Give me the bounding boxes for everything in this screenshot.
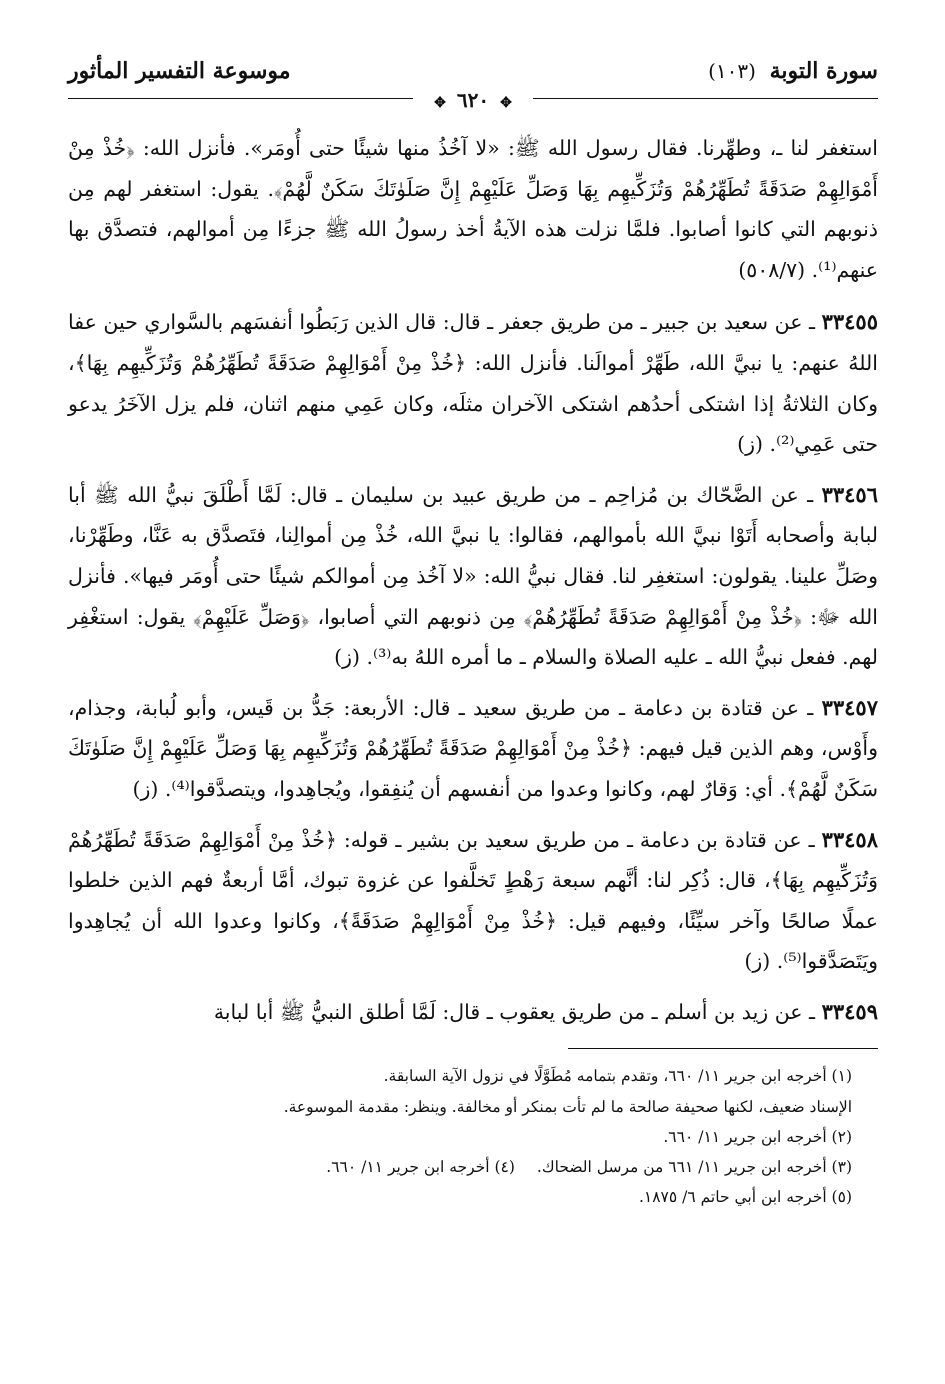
paragraph-text: ـ عن زيد بن أسلم ـ من طريق يعقوب ـ قال: لَمَّا أطلق النبيُّ ﷺ أبا لبابة	[213, 999, 816, 1024]
paragraph-text: ـ عن قتادة بن دعامة ـ من طريق سعيد ـ قال: الأربعة: جَدُّ بن قَيس، وأبو لُبابة، وجذام، وأَوْس، وهم الذين قيل فيهم: ﴿خُذْ مِنْ أَمْوَالِهِمْ صَدَقَةً تُطَهِّرُهُمْ وَتُزَكِّيهِم بِهَا وَصَلِّ عَلَيْهِمْ إِنَّ صَلَوٰتَكَ سَكَنٌ لَّهُمْ﴾. أي: وَقارٌ لهم، وكانوا وعدوا من أنفسهم أن يُنفِقوا، ويُجاهِدوا، ويتصدَّقوا⁽⁴⁾. (ز)	[68, 695, 878, 801]
book-page	[68, 52, 878, 1352]
main-text	[68, 128, 878, 1032]
footnotes	[68, 1061, 878, 1212]
page-number-block	[68, 88, 878, 115]
narration-number: ٣٣٤٥٧	[821, 694, 878, 720]
paragraph	[68, 475, 878, 678]
paragraph-text: ـ عن قتادة بن دعامة ـ من طريق سعيد بن بشير ـ قوله: ﴿خُذْ مِنْ أَمْوَالِهِمْ صَدَقَةً تُطَهِّرُهُمْ وَتُزَكِّيهِم بِهَا﴾، قال: ذُكِر لنا: أنَّهم سبعة رَهْطٍ تَخلَّفوا عن غزوة تبوك، أمَّا أربعةٌ فهم الذين خلطوا عملًا صالحًا وآخر سيِّئًا، وفيهم قيل: ﴿خُذْ مِنْ أَمْوَالِهِمْ صَدَقَةً﴾، وكانوا وعدوا الله أن يُجاهِدوا ويَتَصَدَّقوا⁽⁵⁾. (ز)	[68, 827, 878, 974]
encyclopedia-title: موسوعة التفسير المأثور	[68, 58, 291, 84]
narration-number: ٣٣٤٥٦	[821, 481, 878, 507]
paragraph	[68, 992, 878, 1033]
page-header	[68, 52, 878, 112]
footnote-line	[68, 1152, 852, 1182]
surah-name: سورة التوبة	[769, 58, 878, 84]
narration-number: ٣٣٤٥٩	[821, 998, 878, 1024]
paragraph	[68, 302, 878, 464]
surah-title	[708, 58, 878, 84]
footnote: (٥) أخرجه ابن أبي حاتم ٦/ ١٨٧٥.	[638, 1188, 852, 1207]
ornament-icon: ✥	[500, 95, 512, 111]
footnote: (٤) أخرجه ابن جرير ١١/ ٦٦٠.	[326, 1158, 515, 1177]
ornament-icon: ✥	[434, 95, 446, 111]
verse-reference: (١٠٣)	[708, 59, 756, 83]
paragraph	[68, 128, 878, 290]
footnote-separator	[568, 1048, 878, 1049]
paragraph	[68, 688, 878, 810]
footnote: (٢) أخرجه ابن جرير ١١/ ٦٦٠.	[663, 1127, 852, 1146]
footnote: الإسناد ضعيف، لكنها صحيفة صالحة ما لم تأت بمنكر أو مخالفة. وينظر: مقدمة الموسوعة.	[283, 1097, 852, 1116]
footnote: (٣) أخرجه ابن جرير ١١/ ٦٦١ من مرسل الضحاك.	[536, 1158, 852, 1177]
footnote: (١) أخرجه ابن جرير ١١/ ٦٦٠، وتقدم بتمامه مُطَوَّلًا في نزول الآية السابقة.	[383, 1067, 852, 1086]
page-number: ٦٢٠	[456, 88, 490, 112]
paragraph	[68, 820, 878, 982]
paragraph-text: ـ عن سعيد بن جبير ـ من طريق جعفر ـ قال: قال الذين رَبَطُوا أنفسَهم بالسَّواري حين عفا اللهُ عنهم: يا نبيَّ الله، طَهِّرْ أموالَنا. فأنزل الله: ﴿خُذْ مِنْ أَمْوَالِهِمْ صَدَقَةً تُطَهِّرُهُمْ وَتُزَكِّيهِم بِهَا﴾، وكان الثلاثةُ إذا اشتكى أحدُهم اشتكى الآخران مثلَه، وكان عَمِي منهم اثنان، فلم يزل الآخَرُ يدعو حتى عَمِي⁽²⁾. (ز)	[68, 310, 878, 457]
paragraph-text: ـ عن الضَّحّاك بن مُزاحِم ـ من طريق عبيد بن سليمان ـ قال: لَمَّا أَطْلَقَ نبيُّ الله ﷺ أبا لبابة وأصحابه أَتَوْا نبيَّ الله بأموالهم، فقالوا: يا نبيَّ الله، خُذْ مِن أموالِنا، فتَصدَّق به عَنَّا، وطَهِّرْنا، وصَلِّ علينا. يقولون: استغفِر لنا. فقال نبيُّ الله: «لا آخُذ مِن أموالكم شيئًا حتى أُومَر فيها». فأنزل الله ﷻ: ﴿خُذْ مِنْ أَمْوَالِهِمْ صَدَقَةً تُطَهِّرُهُمْ﴾ مِن ذنوبهم التي أصابوا، ﴿وَصَلِّ عَلَيْهِمْ﴾ يقول: استغْفِر لهم. ففعل نبيُّ الله ـ عليه الصلاة والسلام ـ ما أمره اللهُ به⁽³⁾. (ز)	[68, 482, 878, 670]
narration-number: ٣٣٤٥٥	[821, 309, 878, 335]
paragraph-text: استغفر لنا ـ، وطهِّرنا. فقال رسول الله ﷺ: «لا آخُذُ منها شيئًا حتى أُومَر». فأنزل الله: ﴿خُذْ مِنْ أَمْوَالِهِمْ صَدَقَةً تُطَهِّرُهُمْ وَتُزَكِّيهِم بِهَا وَصَلِّ عَلَيْهِمْ إِنَّ صَلَوٰتَكَ سَكَنٌ لَّهُمْ﴾. يقول: استغفر لهم مِن ذنوبهم التي كانوا أصابوا. فلمَّا نزلت هذه الآيةُ أخذ رسولُ الله ﷺ جزءًا مِن أموالهم، فتصدَّق بها عنهم⁽¹⁾. (٥٠٨/٧)	[68, 136, 878, 282]
narration-number: ٣٣٤٥٨	[821, 826, 878, 852]
